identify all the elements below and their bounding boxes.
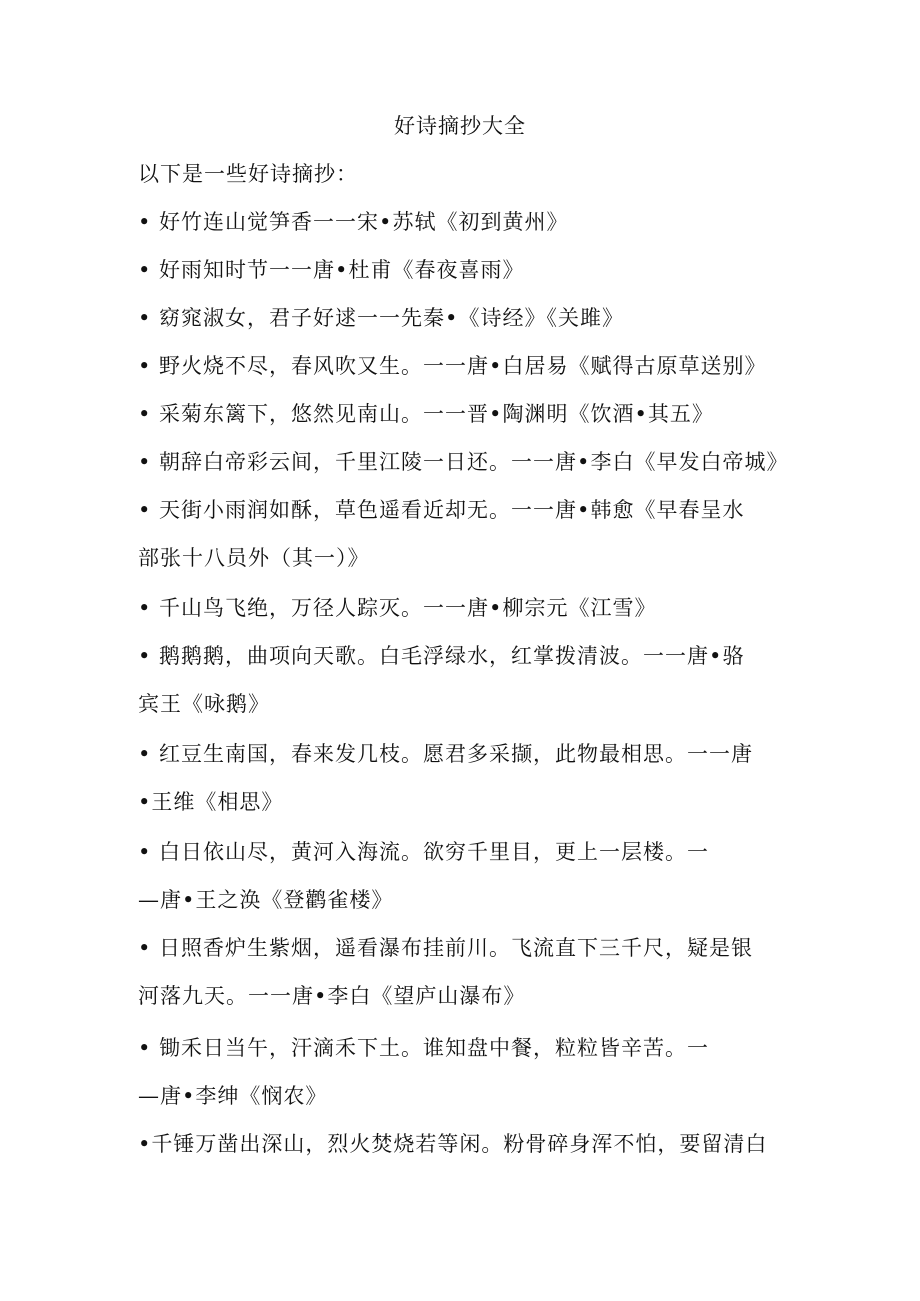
poem-line: • 朝辞白帝彩云间，千里江陵一日还。一一唐•李白《早发白帝城》 bbox=[138, 450, 789, 474]
poem-line: • 窈窕淑女，君子好逑一一先秦•《诗经》《关雎》 bbox=[138, 306, 624, 330]
poem-line: • 日照香炉生紫烟，遥看瀑布挂前川。飞流直下三千尺，疑是银 bbox=[138, 936, 754, 960]
poem-line: • 鹅鹅鹅，曲项向天歌。白毛浮绿水，红掌拨清波。一一唐•骆 bbox=[138, 644, 745, 668]
poem-line: • 好雨知时节一一唐•杜甫《春夜喜雨》 bbox=[138, 258, 525, 282]
poem-line: • 天街小雨润如酥，草色遥看近却无。一一唐•韩愈《早春呈水 bbox=[138, 498, 745, 522]
poem-line-continuation: —唐•王之涣《登鹳雀楼》 bbox=[138, 888, 394, 912]
poem-line: • 采菊东篱下，悠然见南山。一一晋•陶渊明《饮酒•其五》 bbox=[138, 402, 714, 426]
poem-line: • 千山鸟飞绝，万径人踪灭。一一唐•柳宗元《江雪》 bbox=[138, 596, 657, 620]
poem-line-continuation: 部张十八员外（其一）》 bbox=[138, 546, 370, 570]
document-title: 好诗摘抄大全 bbox=[394, 114, 526, 138]
poem-line-continuation: 河落九天。一一唐•李白《望庐山瀑布》 bbox=[138, 984, 526, 1008]
poem-line: • 红豆生南国，春来发几枝。愿君多采撷，此物最相思。一一唐 bbox=[138, 742, 754, 766]
intro-text: 以下是一些好诗摘抄： bbox=[138, 162, 358, 186]
poem-line-continuation: •王维《相思》 bbox=[138, 790, 284, 814]
poem-line-continuation: 宾王《咏鹅》 bbox=[138, 692, 270, 716]
poem-line: • 好竹连山觉笋香一一宋•苏轼《初到黄州》 bbox=[138, 210, 569, 234]
poem-line: • 锄禾日当午，汗滴禾下土。谁知盘中餐，粒粒皆辛苦。一 bbox=[138, 1036, 710, 1060]
poem-line: • 野火烧不尽，春风吹又生。一一唐•白居易《赋得古原草送别》 bbox=[138, 354, 767, 378]
poem-line-continuation: —唐•李绅《悯农》 bbox=[138, 1084, 328, 1108]
poem-line: •千锤万凿出深山，烈火焚烧若等闲。粉骨碎身浑不怕，要留清白 bbox=[138, 1132, 768, 1156]
poem-line: • 白日依山尽，黄河入海流。欲穷千里目，更上一层楼。一 bbox=[138, 840, 710, 864]
